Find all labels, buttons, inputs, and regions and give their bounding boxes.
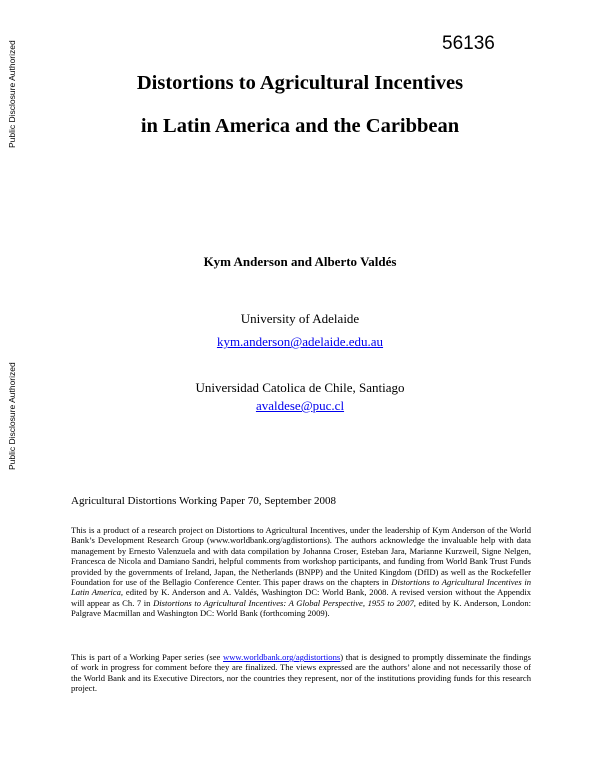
email-valdes-line [0, 398, 600, 414]
affiliation-adelaide: University of Adelaide [240, 311, 360, 326]
para1-text-c: edited by K. Anderson and A. Valdés, Washington DC: World Bank, 2008. A revised version without the Appendix will appear as Ch. 7 in [71, 587, 532, 608]
acknowledgement-paragraph [71, 525, 531, 619]
working-paper-line: Agricultural Distortions Working Paper 70, September 2008 [71, 495, 337, 507]
report-number: 56136 [442, 33, 495, 54]
email-anderson-link[interactable]: kym.anderson@adelaide.edu.au [216, 334, 384, 349]
email-anderson-line [0, 334, 600, 350]
title-line-2: in Latin America and the Caribbean [140, 115, 460, 137]
para1-text-e: edited by K. Anderson, London: Palgrave Macmillan and Washington DC: World Bank (forthcoming 2009). [71, 597, 532, 619]
series-link[interactable]: www.worldbank.org/agdistortions [223, 652, 341, 662]
title-line-1: Distortions to Agricultural Incentives [136, 72, 464, 94]
affiliation-catolica: Universidad Catolica de Chile, Santiago [195, 380, 405, 395]
para2-text-a: This is part of a Working Paper series (see [71, 652, 224, 662]
para1-text-a: This is a product of a research project on Distortions to Agricultural Incentives, under the leadership of Kym Anderson of the World Bank’s Development Research Group (www.worldbank.org/agdistortions). The authors acknowledge the invaluable help with data management by Ernesto Valenzuela and with data compilation by Johanna Croser, Esteban Jara, Marianne Kurzweil, Signe Nelgen, Francesca de Nicola and Damiano Sandri, helpful comments from workshop participants, and funding from World Bank Trust Funds provided by the governments of Ireland, Japan, the Netherlands (BNPP) and the United Kingdom (DfID) as well as the Rockefeller Foundation for use of the Bellagio Conference Center. This paper draws on the chapters in [71, 525, 531, 588]
para2-text-b: ) that is designed to promptly disseminate the findings of work in progress for comment before they are finalized. The views expressed are the authors’ alone and not necessarily those of the World Bank and its Executive Directors, nor the countries they represent, nor of the institutions providing funds for this research project. [71, 652, 532, 694]
para1-book-title-1: Distortions to Agricultural Incentives in Latin America, [71, 577, 532, 598]
disclosure-stamp-top: Public Disclosure Authorized [7, 40, 17, 148]
para1-book-title-2: Distortions to Agricultural Incentives: A Global Perspective, 1955 to 2007, [153, 597, 416, 608]
authors: Kym Anderson and Alberto Valdés [203, 254, 397, 269]
disclaimer-paragraph [71, 652, 531, 694]
email-valdes-link[interactable]: avaldese@puc.cl [255, 398, 345, 413]
disclosure-stamp-bottom: Public Disclosure Authorized [7, 362, 17, 470]
